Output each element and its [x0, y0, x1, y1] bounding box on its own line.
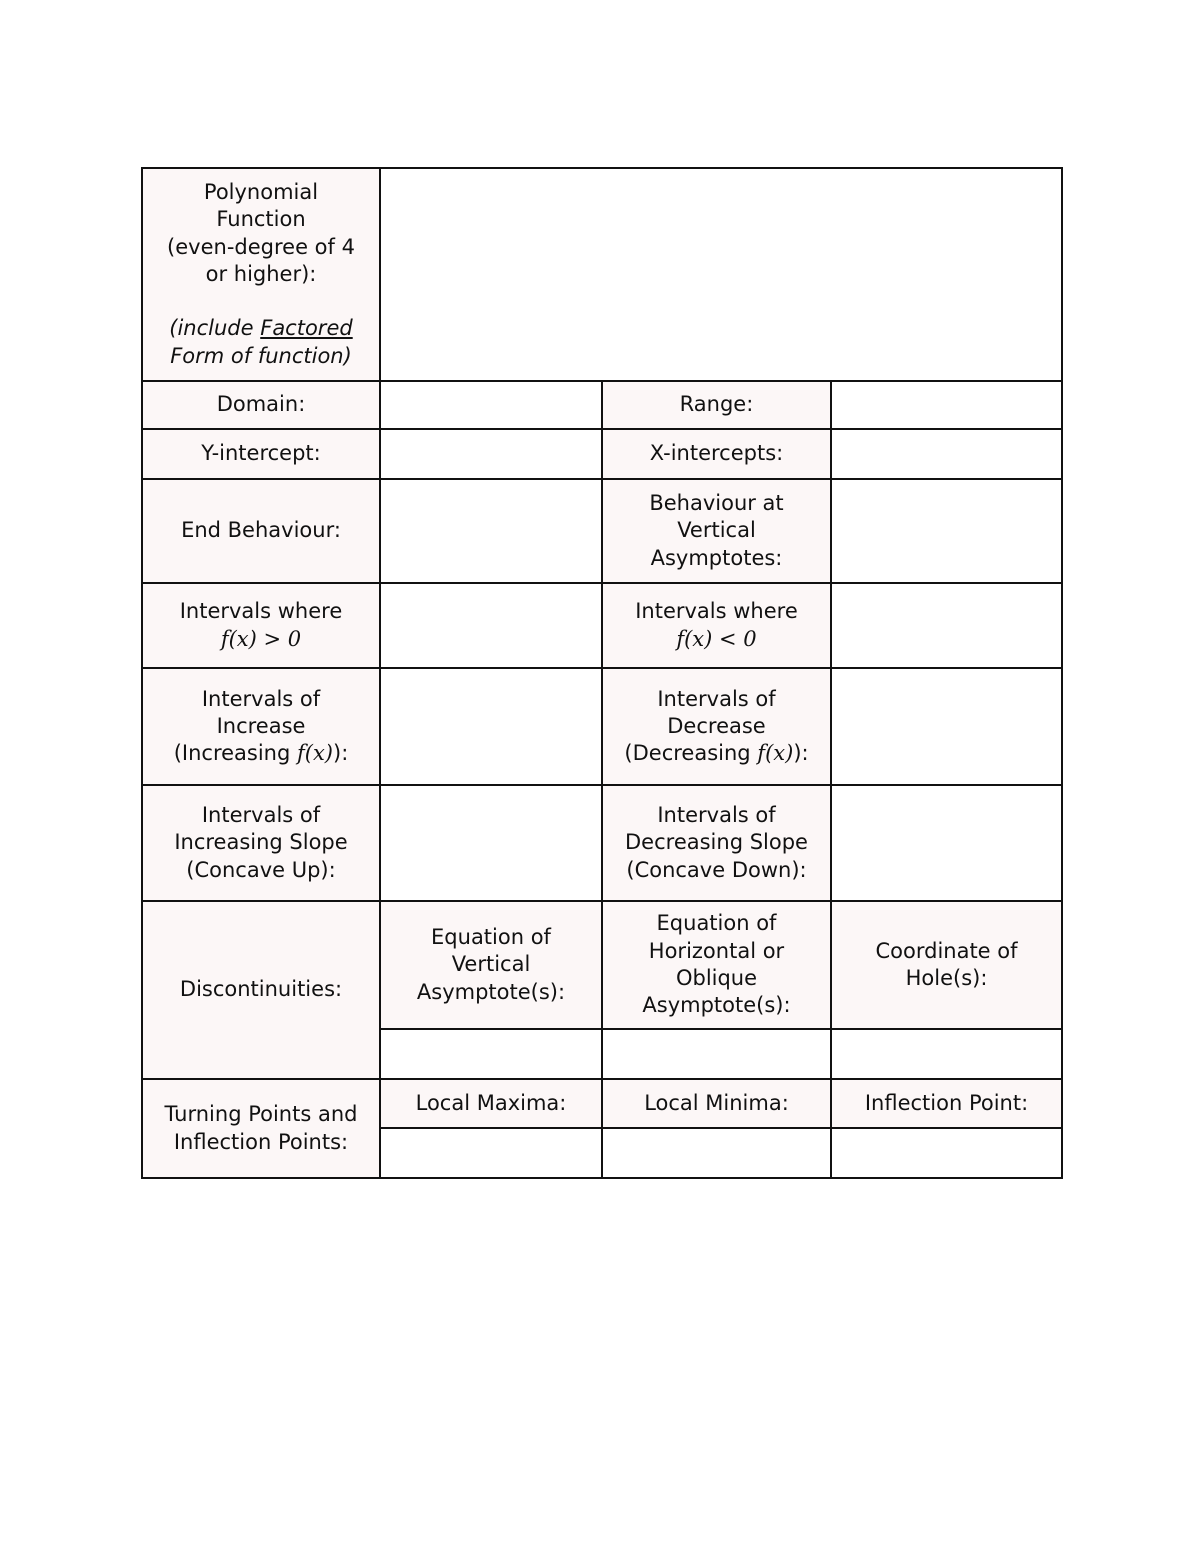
function-label-line3: (even-degree of 4: [167, 234, 355, 259]
increase-line3-suffix: ):: [333, 741, 349, 766]
horizontal-asymptote-line1: Equation of: [656, 911, 777, 936]
decrease-line3-suffix: ):: [793, 741, 809, 766]
increase-line1: Intervals of: [201, 686, 321, 711]
decrease-line3-prefix: (Decreasing: [624, 741, 758, 766]
negative-intervals-line1: Intervals where: [635, 599, 798, 624]
note-prefix: (include: [169, 316, 261, 341]
va-behaviour-label: [602, 479, 831, 583]
decrease-label: [602, 668, 831, 785]
increase-line2: Increase: [216, 713, 306, 738]
concave-up-label: [142, 785, 380, 901]
concave-up-line1: Intervals of: [201, 803, 321, 828]
va-behaviour-line2: Vertical: [677, 518, 756, 543]
concave-down-line1: Intervals of: [657, 803, 776, 828]
hole-label: [831, 901, 1062, 1029]
polynomial-worksheet-table: [141, 167, 1063, 1179]
increase-label: [142, 668, 380, 785]
vertical-asymptote-line2: Vertical: [451, 952, 531, 977]
x-intercepts-answer-cell[interactable]: [831, 429, 1062, 479]
inflection-point-label: Inflection Point:: [831, 1079, 1062, 1128]
concave-up-line2: Increasing Slope: [174, 830, 348, 855]
range-label: Range:: [602, 381, 831, 429]
local-maxima-answer-cell[interactable]: [380, 1128, 602, 1178]
domain-label: Domain:: [142, 381, 380, 429]
decrease-line3-math: f(x): [757, 741, 794, 766]
turning-points-line1: Turning Points and: [164, 1102, 358, 1127]
va-behaviour-line1: Behaviour at: [649, 491, 784, 516]
concave-up-answer-cell[interactable]: [380, 785, 602, 901]
local-maxima-label: Local Maxima:: [380, 1079, 602, 1128]
factored-form-note: [149, 315, 373, 370]
decrease-answer-cell[interactable]: [831, 668, 1062, 785]
decrease-line2: Decrease: [667, 713, 766, 738]
concave-down-line3: (Concave Down):: [626, 857, 807, 882]
negative-intervals-label: [602, 583, 831, 668]
positive-intervals-line1: Intervals where: [179, 599, 343, 624]
local-minima-answer-cell[interactable]: [602, 1128, 831, 1178]
vertical-asymptote-answer-cell[interactable]: [380, 1029, 602, 1079]
domain-answer-cell[interactable]: [380, 381, 602, 429]
vertical-asymptote-label: [380, 901, 602, 1029]
end-behaviour-answer-cell[interactable]: [380, 479, 602, 583]
va-behaviour-answer-cell[interactable]: [831, 479, 1062, 583]
horizontal-asymptote-line4: Asymptote(s):: [642, 993, 791, 1018]
concave-down-label: [602, 785, 831, 901]
hole-line2: Hole(s):: [905, 966, 988, 990]
negative-intervals-math: f(x) < 0: [676, 626, 757, 651]
vertical-asymptote-line3: Asymptote(s):: [416, 979, 566, 1004]
note-underlined-word: Factored: [260, 316, 353, 341]
negative-intervals-answer-cell[interactable]: [831, 583, 1062, 668]
increase-answer-cell[interactable]: [380, 668, 602, 785]
inflection-point-answer-cell[interactable]: [831, 1128, 1062, 1178]
turning-points-line2: Inflection Points:: [173, 1129, 349, 1154]
horizontal-asymptote-label: [602, 901, 831, 1029]
horizontal-asymptote-answer-cell[interactable]: [602, 1029, 831, 1079]
y-intercept-answer-cell[interactable]: [380, 429, 602, 479]
local-minima-label: Local Minima:: [602, 1079, 831, 1128]
increase-line3-prefix: (Increasing: [173, 741, 297, 766]
range-answer-cell[interactable]: [831, 381, 1062, 429]
x-intercepts-label: X-intercepts:: [602, 429, 831, 479]
concave-down-line2: Decreasing Slope: [625, 830, 808, 855]
increase-line3-math: f(x): [297, 741, 334, 766]
discontinuities-label: Discontinuities:: [142, 901, 380, 1079]
concave-up-line3: (Concave Up):: [186, 857, 336, 882]
hole-line1: Coordinate of: [875, 938, 1018, 963]
positive-intervals-math: f(x) > 0: [220, 626, 302, 651]
turning-points-label: [142, 1079, 380, 1178]
function-label-cell: [142, 168, 380, 381]
concave-down-answer-cell[interactable]: [831, 785, 1062, 901]
function-answer-cell[interactable]: [380, 168, 1062, 381]
positive-intervals-label: [142, 583, 380, 668]
horizontal-asymptote-line2: Horizontal or: [648, 938, 785, 963]
hole-answer-cell[interactable]: [831, 1029, 1062, 1079]
note-line2: Form of function): [170, 343, 352, 368]
function-label-line4: or higher):: [205, 262, 317, 286]
decrease-line1: Intervals of: [657, 686, 776, 711]
function-label-line2: Function: [216, 207, 306, 232]
positive-intervals-answer-cell[interactable]: [380, 583, 602, 668]
y-intercept-label: Y-intercept:: [142, 429, 380, 479]
horizontal-asymptote-line3: Oblique: [675, 966, 758, 990]
vertical-asymptote-line1: Equation of: [431, 925, 551, 950]
function-label-line1: Polynomial: [203, 180, 319, 205]
end-behaviour-label: End Behaviour:: [142, 479, 380, 583]
va-behaviour-line3: Asymptotes:: [650, 545, 783, 570]
